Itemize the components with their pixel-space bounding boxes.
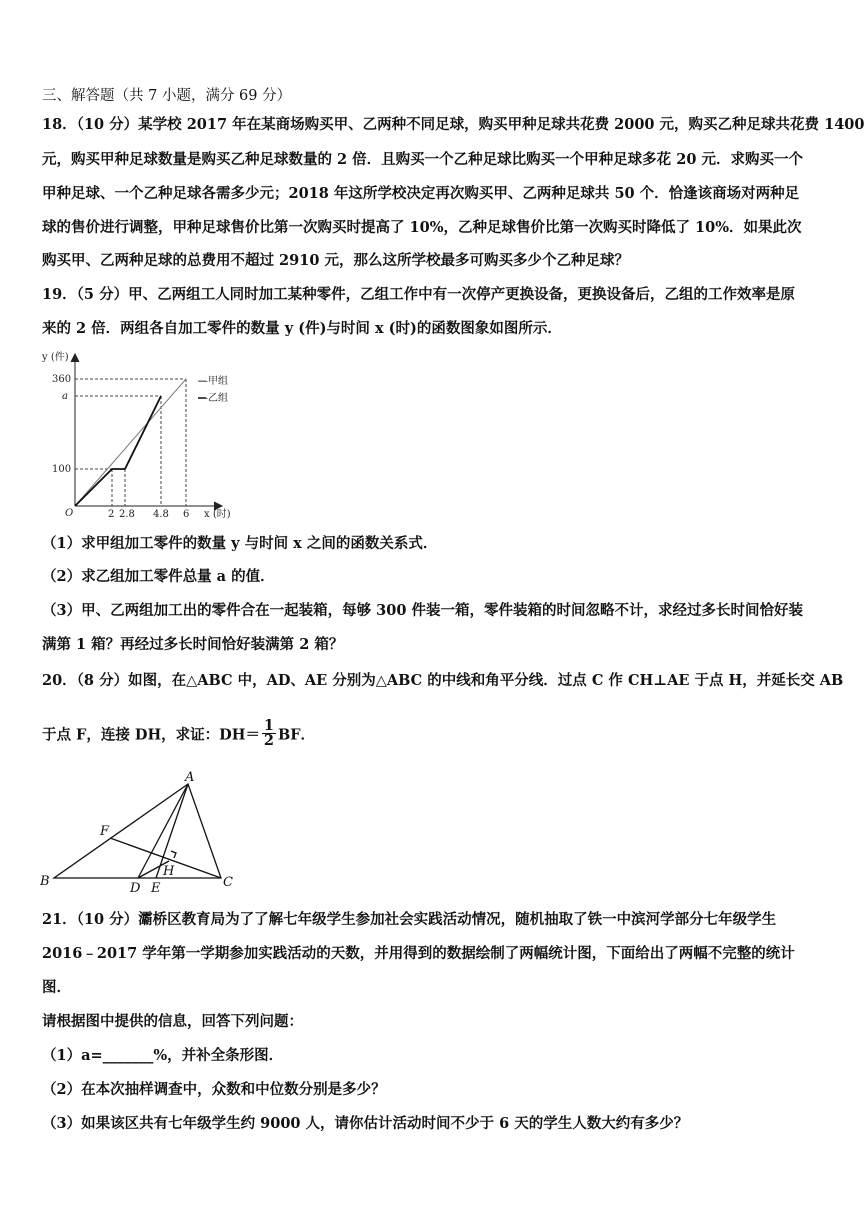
q20-line-2: [42, 717, 316, 750]
x-tick-4-8: 4.8: [153, 509, 169, 520]
q20-line-2-pre: 于点 F，连接 DH，求证：DH＝: [42, 726, 260, 744]
label-b: B: [40, 874, 50, 889]
q19-sub2: （2）求乙组加工零件总量 a 的值．: [42, 568, 275, 585]
y-axis-arrow: [71, 354, 79, 362]
fraction-numerator: 1: [263, 717, 274, 734]
q21-sub1: （1）a=_______%，并补全条形图．: [42, 1047, 284, 1064]
q18-line-3: 甲种足球、一个乙种足球各需多少元；2018 年这所学校决定再次购买甲、乙两种足球共 50 个．恰逢该商场对两种足: [42, 185, 800, 202]
q18-line-5: 购买甲、乙两种足球的总费用不超过 2910 元，那么这所学校最多可购买多少个乙种足球？: [42, 252, 629, 269]
label-e: E: [151, 881, 161, 894]
q21-line-3: 图．: [42, 979, 71, 996]
series-jia-line: [75, 379, 186, 506]
legend-jia: —甲组: [198, 376, 228, 387]
q20-line-2-post: BF．: [277, 726, 316, 744]
fraction-denominator: 2: [263, 732, 274, 749]
q18-line-1: 18．（10 分）某学校 2017 年在某商场购买甲、乙两种不同足球，购买甲种足球共花费 2000 元，购买乙种足球共花费 1400: [42, 116, 865, 133]
q21-sub2: （2）在本次抽样调查中，众数和中位数分别是多少？: [42, 1081, 386, 1098]
q18-line-2: 元，购买甲种足球数量是购买乙种足球数量的 2 倍．且购买一个乙种足球比购买一个甲种足球多花 20 元．求购买一个: [42, 151, 803, 168]
q19-sub3-line-2: 满第 1 箱？再经过多长时间恰好装满第 2 箱？: [42, 636, 344, 653]
q19-line-2: 来的 2 倍．两组各自加工零件的数量 y (件)与时间 x (时)的函数图象如图所示．: [42, 320, 562, 337]
y-tick-360: 360: [52, 374, 72, 385]
q21-sub3: （3）如果该区共有七年级学生约 9000 人，请你估计活动时间不少于 6 天的学生人数大约有多少？: [42, 1115, 689, 1132]
half-fraction: [262, 719, 276, 748]
q19-line-1: 19．（5 分）甲、乙两组工人同时加工某种零件，乙组工作中有一次停产更换设备，更换设备后，乙组的工作效率是原: [42, 286, 796, 303]
y-axis-label: y (件): [42, 352, 69, 363]
q21-line-1: 21．（10 分）灞桥区教育局为了了解七年级学生参加社会实践活动情况，随机抽取了铁一中滨河学部分七年级学生: [42, 911, 777, 928]
q20-triangle-figure: [36, 768, 246, 894]
label-a: A: [185, 770, 195, 785]
section-heading: 三、解答题（共 7 小题，满分 69 分）: [42, 88, 292, 104]
q21-line-4: 请根据图中提供的信息，回答下列问题：: [42, 1013, 303, 1030]
label-d: D: [130, 881, 141, 894]
y-tick-a: a: [62, 391, 68, 402]
q21-line-2: 2016﹣2017 学年第一学期参加实践活动的天数，并用得到的数据绘制了两幅统计图，下面给出了两幅不完整的统计: [42, 945, 795, 962]
q20-line-1: 20．（8 分）如图，在△ABC 中，AD、AE 分别为△ABC 的中线和角平分线．过点 C 作 CH⊥AE 于点 H，并延长交 AB: [42, 672, 844, 689]
q19-sub1: （1）求甲组加工零件的数量 y 与时间 x 之间的函数关系式．: [42, 535, 438, 552]
label-h: H: [163, 864, 175, 879]
origin-label: O: [65, 508, 74, 519]
label-c: C: [223, 875, 233, 890]
series-yi-line: [75, 396, 161, 506]
x-tick-2: 2: [108, 509, 115, 520]
label-f: F: [100, 824, 110, 839]
legend-yi: —乙组: [198, 393, 228, 404]
x-axis-label: x (时): [204, 509, 231, 520]
q18-line-4: 球的售价进行调整，甲种足球售价比第一次购买时提高了 10%，乙种足球售价比第一次购买时降低了 10%．如果此次: [42, 219, 802, 236]
q19-function-graph: [40, 348, 260, 528]
y-tick-100: 100: [52, 464, 72, 475]
x-tick-6: 6: [183, 509, 190, 520]
x-tick-2-8: 2.8: [119, 509, 135, 520]
triangle-abc: [54, 784, 221, 878]
q19-sub3-line-1: （3）甲、乙两组加工出的零件合在一起装箱，每够 300 件装一箱，零件装箱的时间忽略不计，求经过多长时间恰好装: [42, 602, 803, 619]
right-angle-mark: [171, 851, 176, 858]
